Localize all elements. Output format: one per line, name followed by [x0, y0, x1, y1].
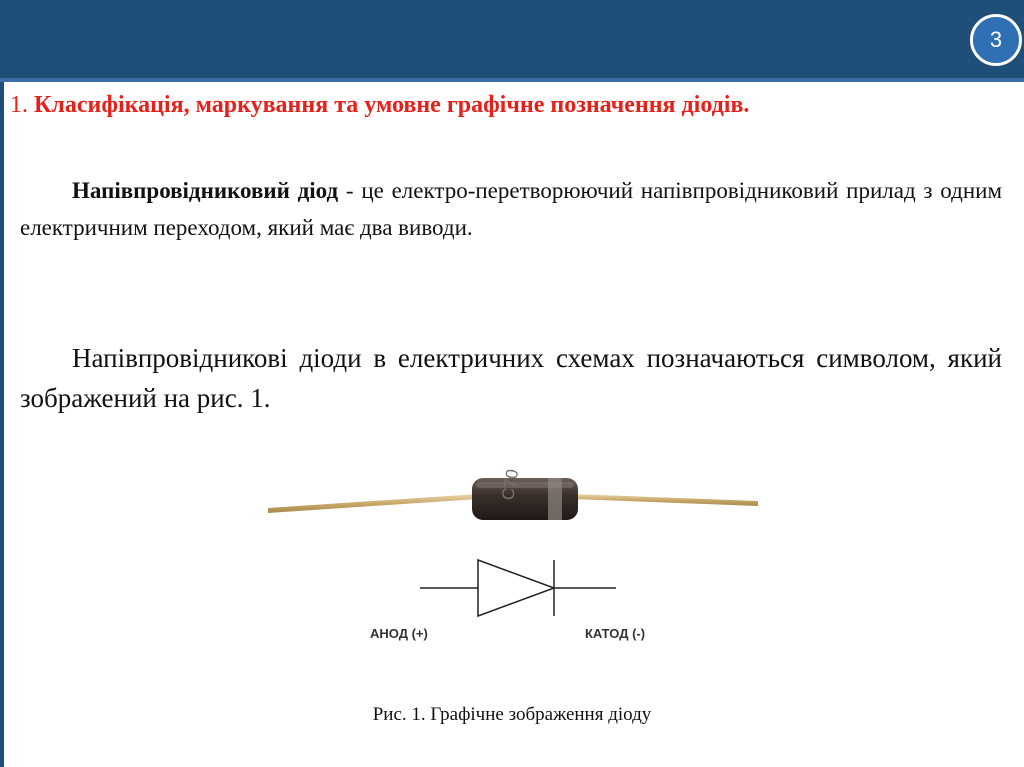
- diode-triangle: [478, 560, 554, 616]
- definition-text: - це електро-перетворюючий напівпровідниковий прилад з одним електричним переходом, який має два виводи.: [20, 178, 1002, 240]
- figure-caption: Рис. 1. Графічне зображення діоду: [372, 704, 652, 725]
- heading-title: Класифікація, маркування та умовне графічне позначення діодів.: [34, 92, 750, 118]
- definition-paragraph: [20, 172, 1002, 246]
- anode-label: АНОД (+): [370, 626, 428, 641]
- left-accent-bar: [0, 82, 4, 767]
- diode-marking: C70: [498, 467, 523, 502]
- section-heading: [10, 88, 1004, 122]
- diode-body: [472, 468, 578, 520]
- definition-term: Напівпровідниковий діод: [72, 178, 339, 203]
- cathode-label: КАТОД (-): [585, 626, 646, 641]
- diode-lead-left: [268, 494, 478, 513]
- header-bar: [0, 0, 1024, 78]
- diode-illustration: [0, 460, 1024, 660]
- symbol-paragraph: Напівпровідникові діоди в електричних схемах позначаються символом, який зображений на рис. 1.: [20, 343, 1002, 413]
- diode-lead-right: [572, 494, 758, 506]
- diode-symbol: [420, 560, 616, 616]
- slide-number-badge: 3: [970, 14, 1022, 66]
- diode-figure: [0, 460, 1024, 660]
- header-divider: [0, 78, 1024, 82]
- heading-number: 1.: [10, 92, 28, 118]
